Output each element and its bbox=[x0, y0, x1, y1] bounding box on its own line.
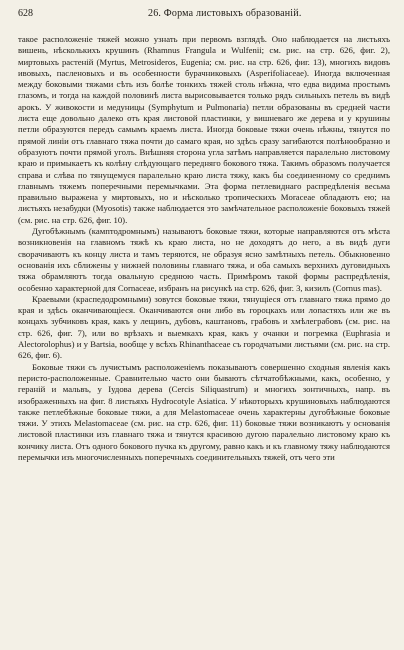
page-number: 628 bbox=[18, 8, 33, 19]
paragraph: такое расположеніе тяжей можно узнать при первомъ взглядѣ. Оно наблюдается на листьяхъ вишень, нѣсколькихъ крушинъ (Rhamnus Frangula и Wulfenii; см. рис. на стр. 626, фиг. 2), миртовыхъ растеній (Myrtus, Metrosideros, Eugenia; см. рис. на стр. 626, фиг. 13), многихъ видовъ ивовыхъ, пасленовыхъ и въ особенности бурачниковыхъ (Asperifoliaceae). Иногда включенная между боковыми тяжами сѣть изъ болѣе тонкихъ тяжей столь нѣжна, что едва видима простымъ глазомъ, и тогда на каждой половинѣ листа вырисовывается только рядъ сильныхъ петель въ видѣ арокъ. У живокости и медуницы (Symphytum и Pulmonaria) петли образованы въ средней части листа еще довольно далеко отъ края листовой пластинки, у вишневаго же дерева и у крушины петли образуются передъ самымъ краемъ листа. Иногда боковые тяжи очень нѣжны, тянутся по прямой линіи отъ главнаго тяжа почти до самаго края, но здѣсь сразу загибаются полѣнообразно и образуютъ почти прямой уголъ. Внѣшняя сторона угла затѣмъ направляется паралельно листовому краю и примыкаетъ къ колѣну слѣдующаго передняго бокового тяжа. Такимъ образомъ получается справа и слѣва по тянущемуся паралельно краю листа тяжу, какъ бы соединенному со среднимъ главнымъ тяжемъ поперечными перемычками. Эта форма петлевиднаго распредѣленія весьма правильно выражена у миртовыхъ, но и нѣсколько тропическихъ Moraceae обладаютъ ею; на листьяхъ незабудки (Myosotis) также наблюдается это замѣчательное расположеніе боковыхъ тяжей (см. рис. на стр. 626, фиг. 10). bbox=[18, 34, 390, 225]
running-title: 26. Форма листовыхъ образованій. bbox=[148, 8, 302, 19]
paragraph: Боковые тяжи съ лучистымъ расположеніемъ показываютъ совершенно сходныя явленія какъ перисто-расположенные. Сравнительно часто они бываютъ сѣтчатобѣжными, какъ, особенно, у гераній и мальвъ, у Іудова дерева (Cercis Siliquastrum) и многихъ зонтичныхъ, напр. въ изображенныхъ на фиг. 8 листьяхъ Hydrocotyle Asiatica. У нѣкоторыхъ крушиновыхъ наблюдаются также петлебѣжные боковые тяжи, а для Melastomaceae очень характерны дугобѣжные боковые тяжи. У этихъ Melastomaceae (см. рис. на стр. 626, фиг. 11) боковые тяжи возникаютъ у основанія листовой пластинки изъ главнаго тяжа и тянутся красивою дугою паралельно листовому краю къ кончику листа. Отъ одного бокового пучка къ другому, равно какъ и къ главному тяжу наблюдаются перемычки изъ многочисленныхъ поперечныхъ соединительныхъ тяжей, отъ чего эти bbox=[18, 361, 390, 462]
paragraph: Дугобѣжнымъ (камптодромнымъ) называютъ боковые тяжи, которые направляются отъ мѣста возникновенія на главномъ тяжѣ къ краю листа, но не доходятъ до него, а въ видѣ дуги сворачиваютъ къ концу листа и тамъ теряются, не образуя ясно замѣтныхъ петель. Обыкновенно основанія ихъ сближены у нижней половины главнаго тяжа, и оба самыхъ верхнихъ дуговидныхъ тяжа обрамляютъ тогда овальную среднюю часть. Примѣромъ такой формы распредѣленія, особенно характерной для Cornaceae, избранъ на рисункѣ на стр. 626, фиг. 3, кизилъ (Cornus mas). bbox=[18, 226, 390, 293]
paragraph: Краевыми (краспедодромными) зовутся боковые тяжи, тянущіеся отъ главнаго тяжа прямо до края и здѣсь оканчивающіеся. Оканчиваются они либо въ гороцкахъ или лопастяхъ или же въ концахъ зубчиковъ края, какъ у лещинъ, дубовъ, каштановъ, грабовъ и хмѣлеграбовъ (см. рис. на стр. 626, фиг. 7), или во врѣзахъ и выемкахъ края, какъ у очанки и погремка (Euphrasia и Alectorolophus) и у Bartsia, вообще у всѣхъ Rhinanthaceae съ городчатыми листьями (см. рис. на стр. 626, фиг. 6). bbox=[18, 293, 390, 361]
body-text bbox=[18, 34, 390, 463]
page-header bbox=[18, 8, 390, 22]
